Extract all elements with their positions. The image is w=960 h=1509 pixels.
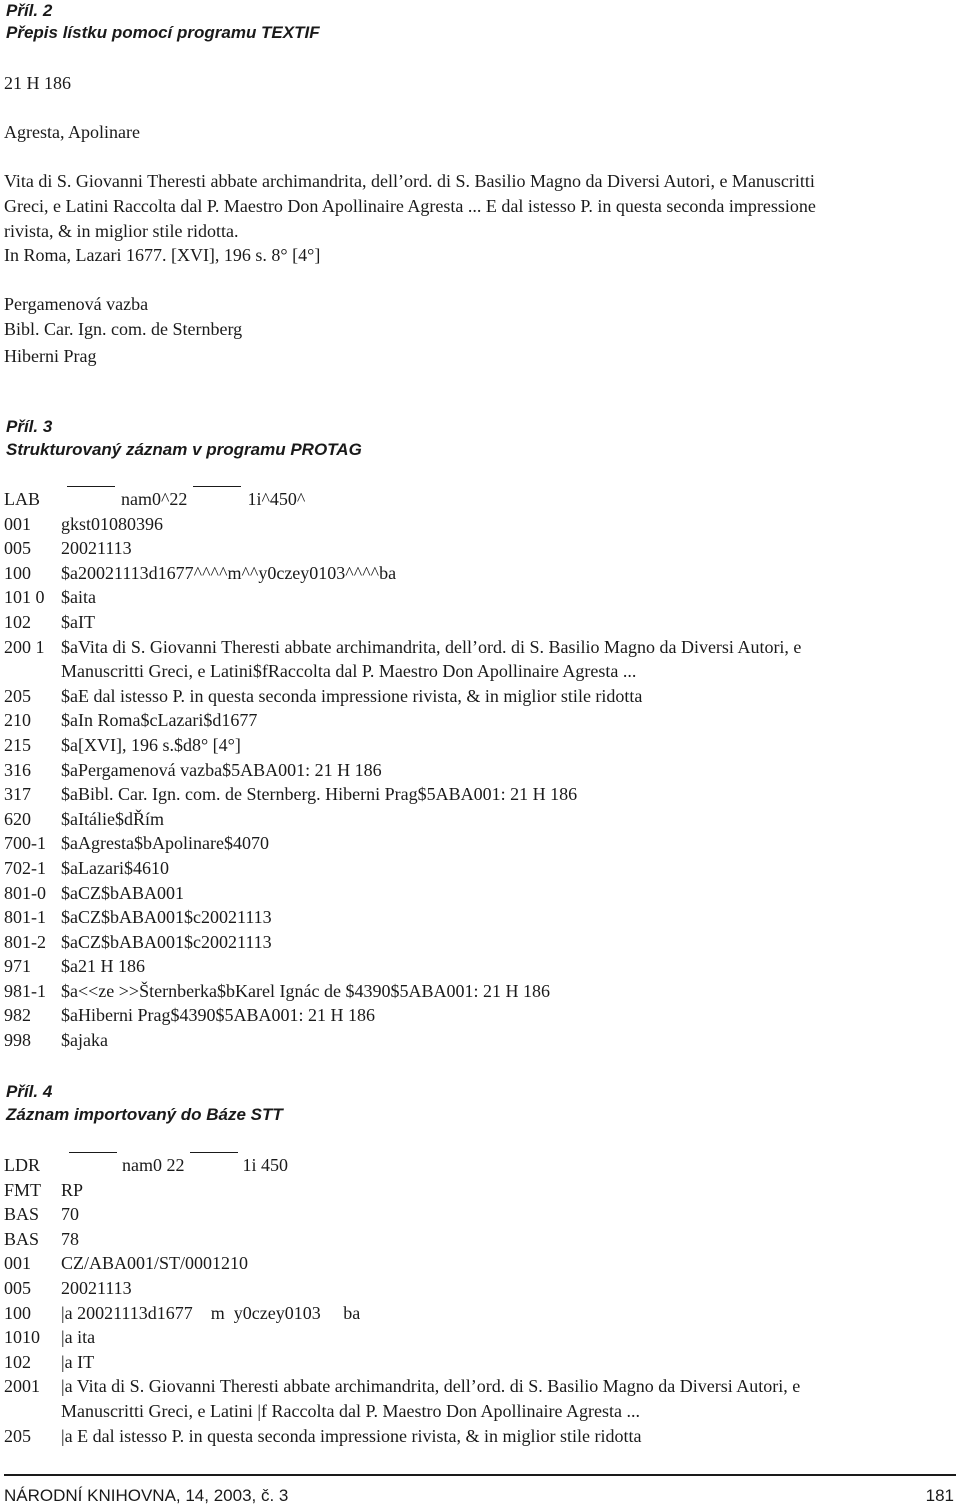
field-value: Manuscritti Greci, e Latini$fRaccolta dal P. Maestro Don Apollinaire Agresta ... [61,661,637,682]
field-tag: 702-1 [4,857,46,878]
record-field [4,536,801,561]
field-tag: 700-1 [4,833,46,854]
field-value: $aHiberni Prag$4390$5ABA001: 21 H 186 [61,1005,375,1026]
appendix-3-label: Příl. 3 [6,417,53,436]
field-tag: 2001 [4,1376,40,1397]
field-value: Manuscritti Greci, e Latini |f Raccolta dal P. Maestro Don Apollinaire Agresta ... [61,1400,640,1421]
appendix-4-label: Příl. 4 [6,1082,53,1101]
field-tag [4,1399,61,1424]
field-tag [4,659,61,684]
field-tag: 981-1 [4,980,46,1001]
record-field [4,1028,801,1053]
shelf-signature: 21 H 186 [4,73,71,93]
field-tag: 210 [4,710,31,731]
record-title-line-2: Greci, e Latini Raccolta dal P. Maestro Don Apollinaire Agresta ... E dal istesso P. in questa seconda impressione [4,196,816,216]
record-field [4,1350,800,1375]
field-value: |a E dal istesso P. in questa seconda impressione rivista, & in miglior stile ridotta [61,1425,642,1446]
leader-part: nam0 22 [122,1155,185,1175]
field-tag: 316 [4,759,31,780]
record-binding: Pergamenová vazba [4,294,149,314]
field-value: |a ita [61,1327,96,1348]
field-tag: 801-1 [4,907,46,928]
protag-record [4,487,801,1053]
record-field [4,831,801,856]
leader-part: nam0^22 [121,489,188,509]
record-field [4,610,801,635]
record-field [4,1276,800,1301]
record-field [4,856,801,881]
record-author: Agresta, Apolinare [4,122,140,142]
record-field [4,585,801,610]
record-imprint: In Roma, Lazari 1677. [XVI], 196 s. 8° [4°] [4,245,321,265]
field-tag: 801-0 [4,882,46,903]
leader-dash [67,486,115,511]
field-tag: 317 [4,784,31,805]
record-field [4,905,801,930]
field-value: $aAgresta$bApolinare$4070 [61,833,269,854]
field-tag: 200 1 [4,636,45,657]
record-field [4,1325,800,1350]
field-tag: 215 [4,734,31,755]
record-title-line-3: rivista, & in miglior stile ridotta. [4,221,239,241]
field-tag: 001 [4,1253,31,1274]
record-provenance: Bibl. Car. Ign. com. de Sternberg [4,319,243,339]
field-value: gkst01080396 [61,513,164,534]
record-leader [4,487,801,512]
journal-citation: NÁRODNÍ KNIHOVNA, 14, 2003, č. 3 [4,1486,289,1505]
stt-record [4,1153,800,1448]
field-value: 20021113 [61,1277,132,1298]
record-field [4,1399,800,1424]
leader-dash [190,1152,238,1177]
footer-divider [4,1474,956,1476]
record-title-line-1: Vita di S. Giovanni Theresti abbate archimandrita, dell’ord. di S. Basilio Magno da Diversi Autori, e Manuscritti [4,171,815,191]
record-field [4,1178,800,1203]
field-value: $aItálie$dŘím [61,808,164,829]
field-tag: 101 0 [4,587,45,608]
field-value: $a21 H 186 [61,956,145,977]
record-field [4,561,801,586]
field-value: $a[XVI], 196 s.$d8° [4°] [61,734,241,755]
record-field [4,1202,800,1227]
field-value: $aIT [61,611,95,632]
field-value: $aLazari$4610 [61,857,169,878]
field-value: RP [61,1179,84,1200]
leader-part: 1i^450^ [247,489,306,509]
field-value: $aita [61,587,96,608]
record-field [4,659,801,684]
field-value: |a Vita di S. Giovanni Theresti abbate archimandrita, dell’ord. di S. Basilio Magno da Diversi Autori, e [61,1376,801,1397]
field-tag: 102 [4,611,31,632]
field-tag: 005 [4,1277,31,1298]
record-field [4,635,801,660]
record-field [4,930,801,955]
appendix-2-title: Přepis lístku pomocí programu TEXTIF [6,23,320,42]
field-tag: 982 [4,1005,31,1026]
field-tag: 100 [4,562,31,583]
field-tag: 205 [4,1425,31,1446]
record-field [4,881,801,906]
record-field [4,1251,800,1276]
record-field [4,807,801,832]
field-tag: 971 [4,956,31,977]
field-tag: 620 [4,808,31,829]
field-tag: 801-2 [4,931,46,952]
field-value: |a IT [61,1351,95,1372]
field-value: 78 [61,1228,79,1249]
field-tag: BAS [4,1204,40,1225]
record-field [4,708,801,733]
record-field [4,684,801,709]
field-tag: 102 [4,1351,31,1372]
record-field [4,979,801,1004]
record-field [4,954,801,979]
record-field [4,1301,800,1326]
appendix-4-title: Záznam importovaný do Báze STT [6,1105,283,1124]
field-value: |a 20021113d1677 m y0czey0103 ba [61,1302,361,1323]
field-tag: 100 [4,1302,31,1323]
record-field [4,1003,801,1028]
field-tag: 1010 [4,1327,40,1348]
page-number: 181 [925,1486,954,1505]
record-field [4,1424,800,1449]
field-tag: LAB [4,489,40,509]
appendix-2-label: Příl. 2 [6,1,53,20]
record-field [4,512,801,537]
field-value: $aCZ$bABA001$c20021113 [61,907,272,928]
record-field [4,1374,800,1399]
field-value: CZ/ABA001/ST/0001210 [61,1253,249,1274]
field-tag: LDR [4,1155,40,1175]
field-value: $a<<ze >>Šternberka$bKarel Ignác de $4390$5ABA001: 21 H 186 [61,980,550,1001]
field-value: $aPergamenová vazba$5ABA001: 21 H 186 [61,759,382,780]
appendix-3-title: Strukturovaný záznam v programu PROTAG [6,440,362,459]
leader-part: 1i 450 [242,1155,289,1175]
field-tag: 205 [4,685,31,706]
field-value: $aE dal istesso P. in questa seconda impressione rivista, & in miglior stile ridotta [61,685,643,706]
field-value: $aBibl. Car. Ign. com. de Sternberg. Hiberni Prag$5ABA001: 21 H 186 [61,784,578,805]
field-value: $a20021113d1677^^^^m^^y0czey0103^^^^ba [61,562,397,583]
field-value: $aCZ$bABA001$c20021113 [61,931,272,952]
field-value: $ajaka [61,1030,108,1051]
leader-dash [193,486,241,511]
field-value: 20021113 [61,538,132,559]
field-value: 70 [61,1204,79,1225]
record-location: Hiberni Prag [4,346,97,366]
field-tag: 001 [4,513,31,534]
record-field [4,1227,800,1252]
field-tag: 998 [4,1030,31,1051]
field-tag: FMT [4,1179,42,1200]
field-tag: BAS [4,1228,40,1249]
record-field [4,733,801,758]
record-leader [4,1153,800,1178]
field-value: $aCZ$bABA001 [61,882,184,903]
record-field [4,758,801,783]
field-value: $aIn Roma$cLazari$d1677 [61,710,258,731]
leader-dash [69,1152,117,1177]
record-field [4,782,801,807]
field-value: $aVita di S. Giovanni Theresti abbate archimandrita, dell’ord. di S. Basilio Magno da Diversi Autori, e [61,636,802,657]
field-tag: 005 [4,538,31,559]
